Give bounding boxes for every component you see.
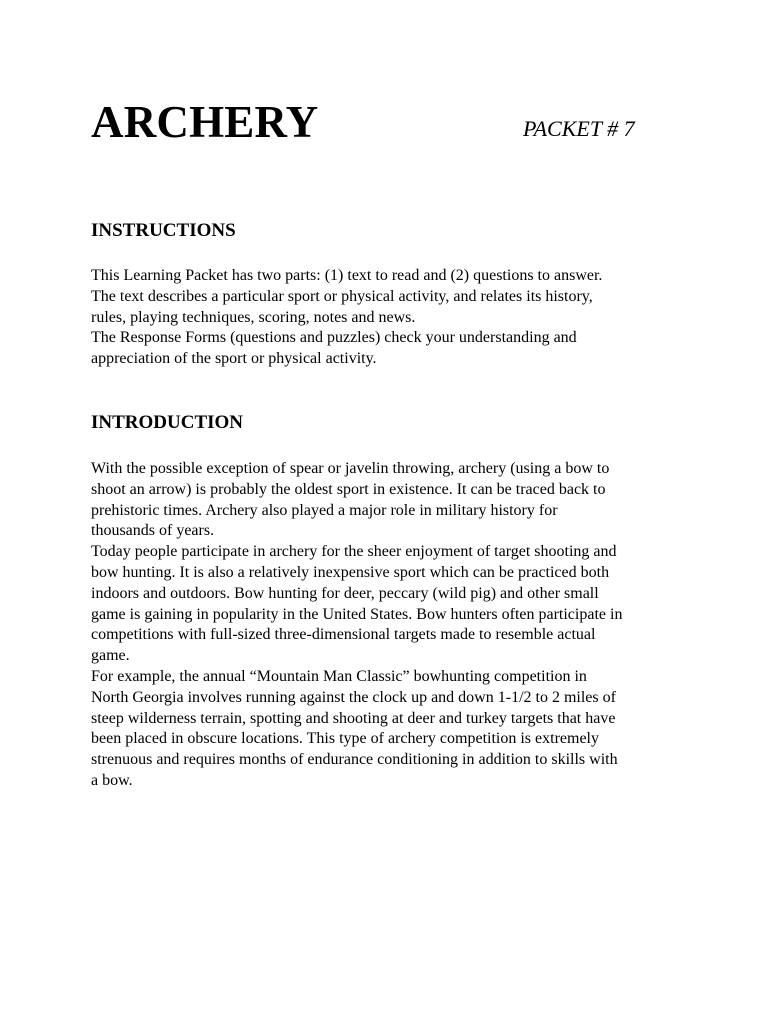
introduction-line: shoot an arrow) is probably the oldest sport in existence. It can be traced back to [91,480,606,498]
introduction-line: a bow. [91,771,133,789]
introduction-line: thousands of years. [91,522,215,540]
introduction-line: competitions with full-sized three-dimensional targets made to resemble actual [91,626,596,644]
instructions-heading: INSTRUCTIONS [91,220,236,241]
introduction-line: North Georgia involves running against the clock up and down 1-1/2 to 2 miles of [91,688,616,706]
introduction-line: indoors and outdoors. Bow hunting for deer, peccary (wild pig) and other small [91,584,599,602]
instructions-line: This Learning Packet has two parts: (1) text to read and (2) questions to answer. [91,267,603,284]
introduction-line: prehistoric times. Archery also played a major role in military history for [91,501,558,519]
introduction-line: game. [91,647,130,665]
document-title: ARCHERY [91,97,319,147]
instructions-text [91,266,691,370]
introduction-line: been placed in obscure locations. This type of archery competition is extremely [91,730,599,748]
instructions-line: appreciation of the sport or physical activity. [91,350,377,368]
introduction-line: steep wilderness terrain, spotting and shooting at deer and turkey targets that have [91,709,616,727]
introduction-line: Today people participate in archery for the sheer enjoyment of target shooting and [91,543,617,561]
instructions-line: The text describes a particular sport or physical activity, and relates its history, [91,287,593,305]
introduction-heading: INTRODUCTION [91,412,244,433]
packet-number: PACKET # 7 [523,116,635,141]
introduction-line: With the possible exception of spear or javelin throwing, archery (using a bow to [91,460,610,477]
introduction-line: For example, the annual “Mountain Man Classic” bowhunting competition in [91,667,587,685]
introduction-text [91,459,691,792]
instructions-line: rules, playing techniques, scoring, notes and news. [91,308,416,326]
introduction-line: strenuous and requires months of endurance conditioning in addition to skills with [91,751,618,769]
introduction-line: bow hunting. It is also a relatively inexpensive sport which can be practiced both [91,563,610,581]
instructions-line: The Response Forms (questions and puzzles) check your understanding and [91,329,577,347]
introduction-line: game is gaining in popularity in the United States. Bow hunters often participate in [91,605,623,623]
